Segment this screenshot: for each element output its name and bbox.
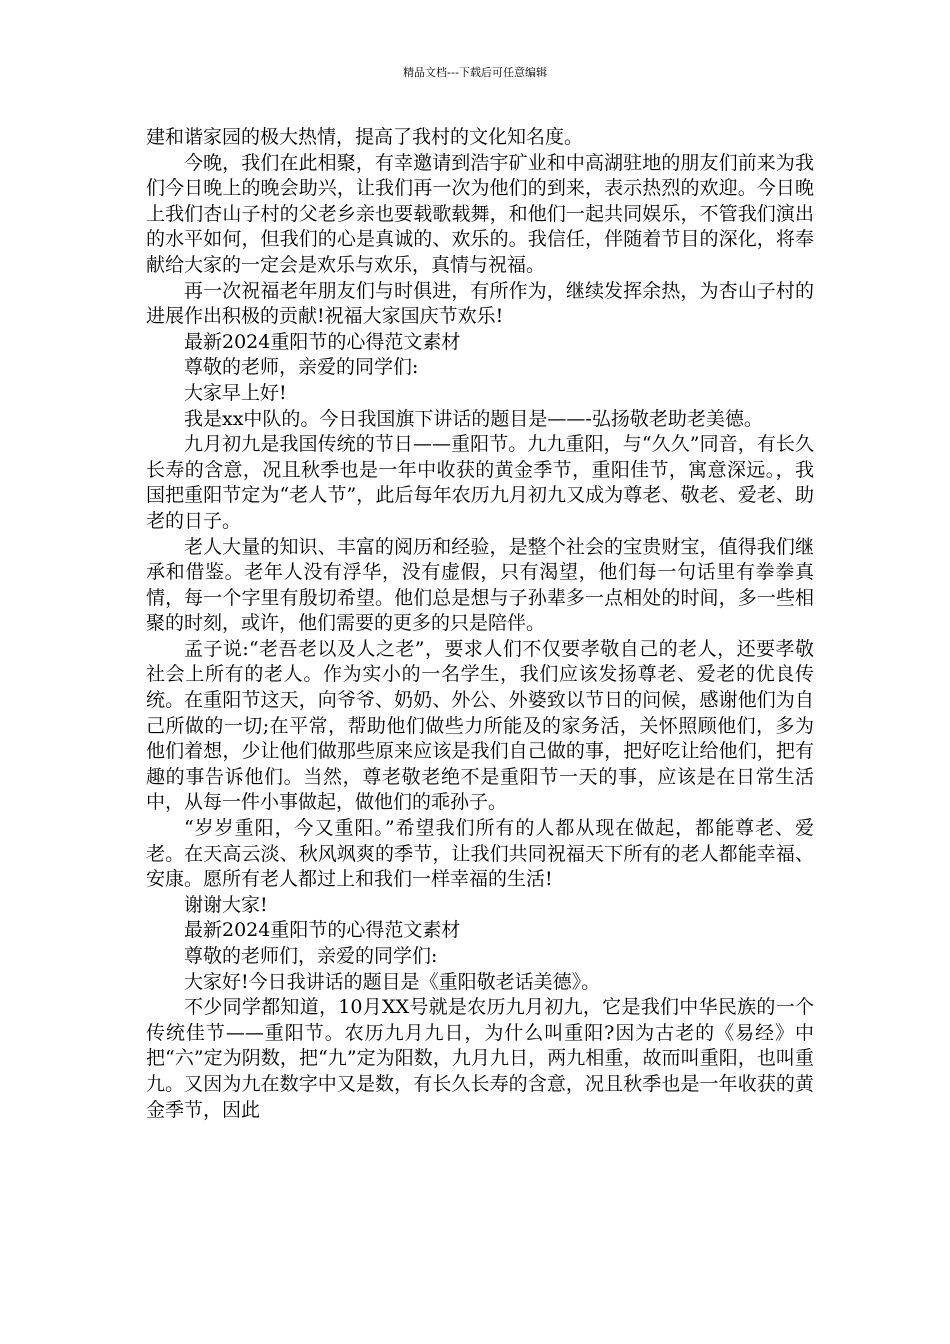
document-body [146,125,814,1123]
paragraph-blessing: 再一次祝福老年朋友们与时俱进，有所作为，继续发挥余热，为杏山子村的进展作出积极的贡献!祝福大家国庆节欢乐! [146,279,814,328]
paragraph-evening-gathering: 今晚，我们在此相聚，有幸邀请到浩宇矿业和中高湖驻地的朋友们前来为我们今日晚上的晚会助兴，让我们再一次为他们的到来，表示热烈的欢迎。今日晚上我们杏山子村的父老乡亲也要载歌载舞，和他们一起共同娱乐，不管我们演出的水平如何，但我们的心是真诚的、欢乐的。我信任，伴随着节目的深化，将奉献给大家的一定会是欢乐与欢乐，真情与祝福。 [146,151,814,276]
paragraph-double-ninth-origin: 不少同学都知道，10月XX号就是农历九月初九，它是我们中华民族的一个传统佳节——重阳节。农历九月九日，为什么叫重阳?因为古老的《易经》中把“六”定为阴数，把“九”定为阳数，九月九日，两九相重，故而叫重阳，也叫重九。又因为九在数字中又是数，有长久长寿的含意，况且秋季也是一年收获的黄金季节，因此 [146,996,814,1121]
salutation-1: 尊敬的老师，亲爱的同学们: [184,356,419,379]
greeting-2: 大家好!今日我讲话的题目是《重阳敬老话美德》。 [184,970,601,993]
paragraph-elders-wisdom: 老人大量的知识、丰富的阅历和经验，是整个社会的宝贵财宝，值得我们继承和借鉴。老年人没有浮华，没有虚假，只有渴望，他们每一句话里有拳拳真情，每一个字里有殷切希望。他们总是想与子孙辈多一点相处的时间，多一些相聚的时刻，或许，他们需要的更多的只是陪伴。 [146,535,814,635]
paragraph-mencius: 孟子说:“老吾老以及人之老”，要求人们不仅要孝敬自己的老人，还要孝敬社会上所有的老人。作为实小的一名学生，我们应该发扬尊老、爱老的优良传统。在重阳节这天，向爷爷、奶奶、外公、外婆致以节日的问候，感谢他们为自己所做的一切;在平常，帮助他们做些力所能及的家务活，关怀照顾他们，多为他们着想，少让他们做那些原来应该是我们自己做的事，把好吃让给他们，把有趣的事告诉他们。当然，尊老敬老绝不是重阳节一天的事，应该是在日常生活中，从每一件小事做起，做他们的乖孙子。 [146,637,814,814]
section-heading-1: 最新2024重阳节的心得范文素材 [184,330,461,353]
paragraph-speech-topic: 我是xx中队的。今日我国旗下讲话的题目是——-弘扬敬老助老美德。 [184,407,763,430]
section-heading-2: 最新2024重阳节的心得范文素材 [184,919,461,942]
paragraph-continuation: 建和谐家园的极大热情，提高了我村的文化知名度。 [146,126,584,148]
page-header: 精品文档---下载后可任意编辑 [403,66,547,79]
greeting-1: 大家早上好! [184,381,287,404]
paragraph-festival-intro: 九月初九是我国传统的节日——重阳节。九九重阳，与“久久”同音，有长久长寿的含意，况且秋季也是一年中收获的黄金季节，重阳佳节，寓意深远。，我国把重阳节定为“老人节”，此后每年农历九月初九又成为尊老、敬老、爱老、助老的日子。 [146,433,814,532]
paragraph-wishes: “岁岁重阳，今又重阳。”希望我们所有的人都从现在做起，都能尊老、爱老。在天高云淡、秋风飒爽的季节，让我们共同祝福天下所有的老人都能幸福、安康。愿所有老人都过上和我们一样幸福的生活! [146,817,814,891]
salutation-2: 尊敬的老师们，亲爱的同学们: [184,945,438,967]
closing-thanks: 谢谢大家! [184,893,268,916]
